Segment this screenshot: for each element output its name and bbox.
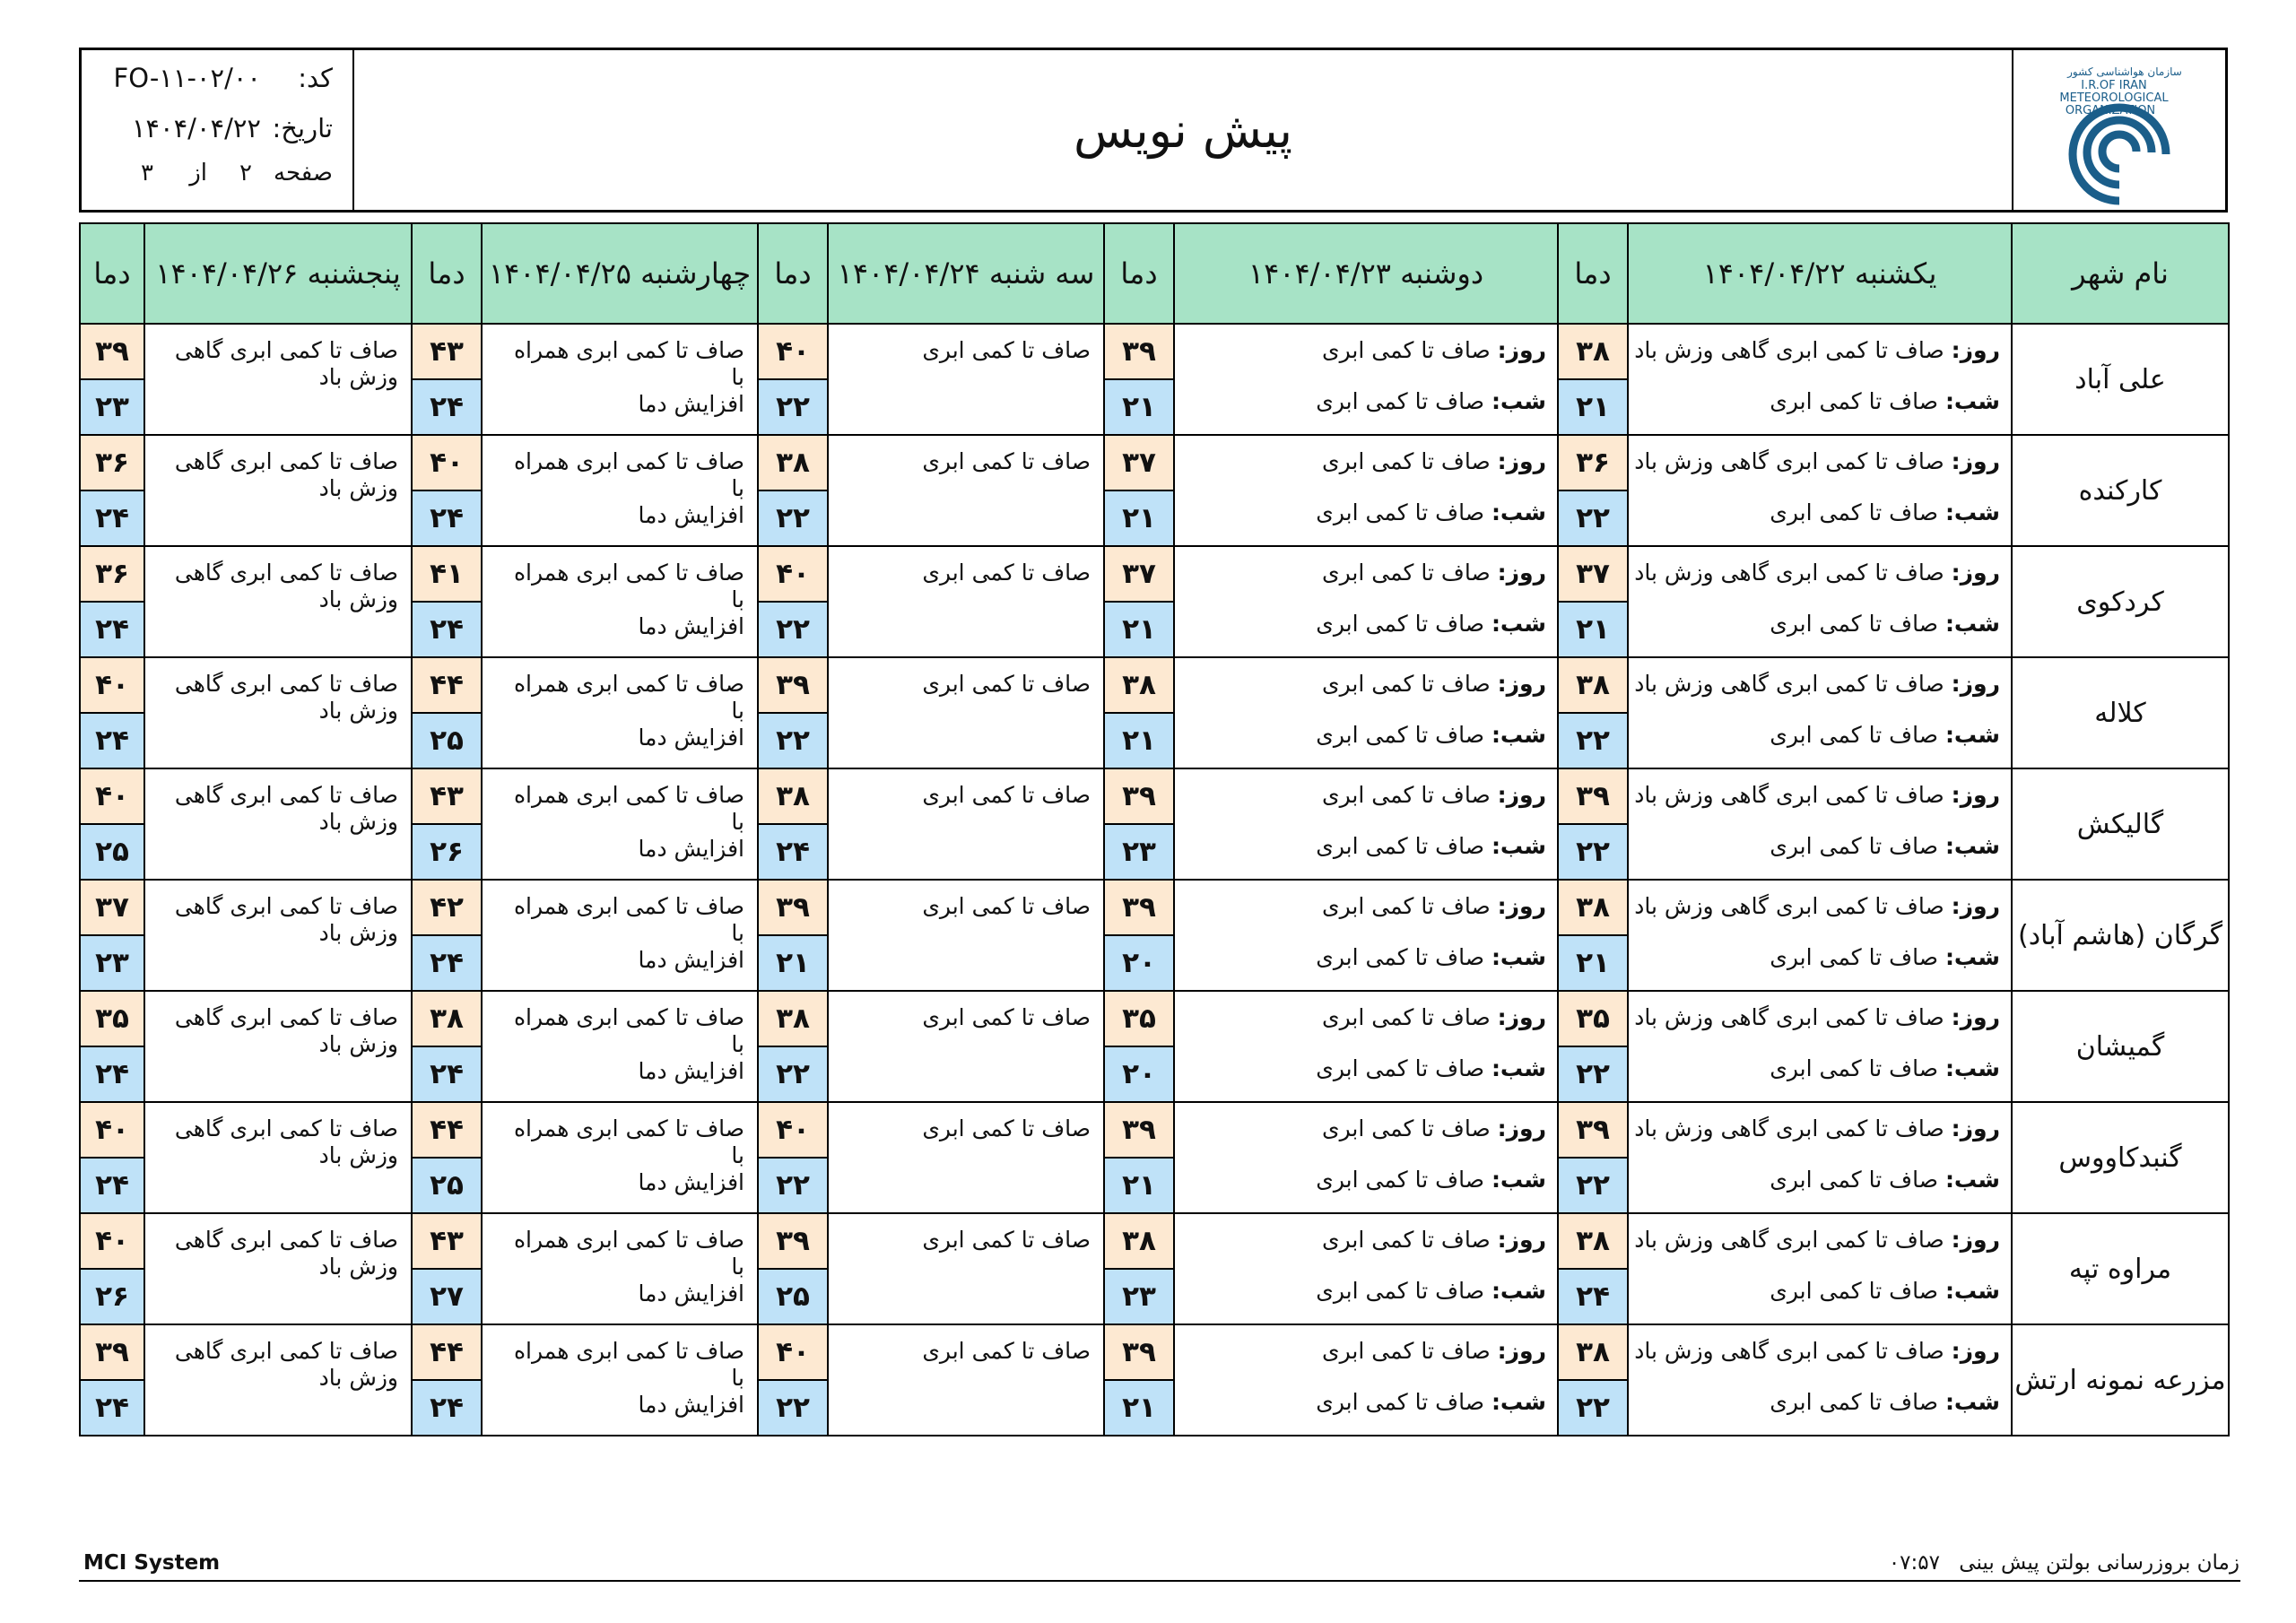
day3-max-temp: ۳۸ xyxy=(758,991,828,1046)
day5-max-temp: ۳۹ xyxy=(80,1324,144,1380)
day2-min-temp: ۲۱ xyxy=(1104,713,1174,768)
day2-max-temp: ۳۷ xyxy=(1104,435,1174,490)
day3-min-temp: ۲۲ xyxy=(758,602,828,657)
day5-description: صاف تا کمی ابری گاهی وزش باد xyxy=(144,657,412,768)
day2-description: روز: صاف تا کمی ابری شب: صاف تا کمی ابری xyxy=(1174,546,1558,657)
meteorological-organization-logo-icon xyxy=(2013,50,2227,210)
day3-min-temp: ۲۲ xyxy=(758,490,828,546)
day4-description: صاف تا کمی ابری همراه با افزایش دما xyxy=(482,1324,758,1436)
day5-min-temp: ۲۳ xyxy=(80,935,144,991)
day5-min-temp: ۲۴ xyxy=(80,1158,144,1213)
day5-max-temp: ۳۷ xyxy=(80,880,144,935)
day2-max-temp: ۳۸ xyxy=(1104,657,1174,713)
day1-min-temp: ۲۲ xyxy=(1558,1158,1628,1213)
day2-min-temp: ۲۱ xyxy=(1104,1158,1174,1213)
day2-max-temp: ۳۷ xyxy=(1104,546,1174,602)
day3-min-temp: ۲۴ xyxy=(758,824,828,880)
page-of-label: از xyxy=(189,160,207,187)
day4-min-temp: ۲۴ xyxy=(412,1046,482,1102)
column-header-temp: دما xyxy=(80,223,144,324)
column-header-day3: سه شنبه ۱۴۰۴/۰۴/۲۴ xyxy=(828,223,1104,324)
day4-min-temp: ۲۵ xyxy=(412,1158,482,1213)
day1-max-temp: ۳۸ xyxy=(1558,657,1628,713)
date-label: تاریخ: xyxy=(272,113,333,143)
day4-min-temp: ۲۶ xyxy=(412,824,482,880)
column-header-day5: پنجشنبه ۱۴۰۴/۰۴/۲۶ xyxy=(144,223,412,324)
table-row xyxy=(80,546,2229,602)
day1-max-temp: ۳۹ xyxy=(1558,768,1628,824)
column-header-day1: یکشنبه ۱۴۰۴/۰۴/۲۲ xyxy=(1628,223,2012,324)
column-header-day4: چهارشنبه ۱۴۰۴/۰۴/۲۵ xyxy=(482,223,758,324)
day1-description: روز: صاف تا کمی ابری گاهی وزش باد شب: صاف تا کمی ابری xyxy=(1628,1324,2012,1436)
day3-min-temp: ۲۲ xyxy=(758,1158,828,1213)
day4-description: صاف تا کمی ابری همراه با افزایش دما xyxy=(482,1102,758,1213)
day2-max-temp: ۳۹ xyxy=(1104,880,1174,935)
city-name: کردکوی xyxy=(2012,546,2229,657)
update-time-line xyxy=(1345,1551,2239,1575)
forecast-table xyxy=(79,222,2230,1436)
day2-description: روز: صاف تا کمی ابری شب: صاف تا کمی ابری xyxy=(1174,657,1558,768)
day1-max-temp: ۳۶ xyxy=(1558,435,1628,490)
day5-max-temp: ۴۰ xyxy=(80,768,144,824)
table-header-row xyxy=(80,223,2229,324)
day1-description: روز: صاف تا کمی ابری گاهی وزش باد شب: صاف تا کمی ابری xyxy=(1628,1102,2012,1213)
day5-description: صاف تا کمی ابری گاهی وزش باد xyxy=(144,880,412,991)
day5-max-temp: ۴۰ xyxy=(80,1102,144,1158)
day1-max-temp: ۳۸ xyxy=(1558,1213,1628,1269)
footer-divider xyxy=(79,1580,2240,1582)
day5-max-temp: ۳۶ xyxy=(80,546,144,602)
day1-description: روز: صاف تا کمی ابری گاهی وزش باد شب: صاف تا کمی ابری xyxy=(1628,880,2012,991)
day2-max-temp: ۳۵ xyxy=(1104,991,1174,1046)
day3-description: صاف تا کمی ابری xyxy=(828,435,1104,546)
city-name: گنبدکاووس xyxy=(2012,1102,2229,1213)
day3-description: صاف تا کمی ابری xyxy=(828,1324,1104,1436)
day3-max-temp: ۴۰ xyxy=(758,1324,828,1380)
day4-min-temp: ۲۴ xyxy=(412,490,482,546)
day4-max-temp: ۴۰ xyxy=(412,435,482,490)
day4-max-temp: ۴۴ xyxy=(412,1102,482,1158)
day2-max-temp: ۳۸ xyxy=(1104,1213,1174,1269)
day1-max-temp: ۳۷ xyxy=(1558,546,1628,602)
city-name: گالیکش xyxy=(2012,768,2229,880)
day2-min-temp: ۲۱ xyxy=(1104,602,1174,657)
day1-description: روز: صاف تا کمی ابری گاهی وزش باد شب: صاف تا کمی ابری xyxy=(1628,1213,2012,1324)
day3-max-temp: ۳۸ xyxy=(758,435,828,490)
day3-min-temp: ۲۲ xyxy=(758,379,828,435)
column-header-city: نام شهر xyxy=(2012,223,2229,324)
day4-description: صاف تا کمی ابری همراه با افزایش دما xyxy=(482,768,758,880)
day3-description: صاف تا کمی ابری xyxy=(828,768,1104,880)
day3-min-temp: ۲۱ xyxy=(758,935,828,991)
day3-min-temp: ۲۲ xyxy=(758,713,828,768)
day3-description: صاف تا کمی ابری xyxy=(828,546,1104,657)
column-header-temp: دما xyxy=(758,223,828,324)
day5-description: صاف تا کمی ابری گاهی وزش باد xyxy=(144,1213,412,1324)
table-row xyxy=(80,991,2229,1046)
update-time-label: زمان بروزرسانی بولتن پیش بینی xyxy=(1959,1551,2239,1575)
day4-min-temp: ۲۴ xyxy=(412,602,482,657)
document-header xyxy=(79,48,2228,213)
day3-description: صاف تا کمی ابری xyxy=(828,1213,1104,1324)
city-name: علی آباد xyxy=(2012,324,2229,435)
code-label: کد: xyxy=(298,63,333,93)
day1-description: روز: صاف تا کمی ابری گاهی وزش باد شب: صاف تا کمی ابری xyxy=(1628,435,2012,546)
day5-description: صاف تا کمی ابری گاهی وزش باد xyxy=(144,1102,412,1213)
day1-max-temp: ۳۸ xyxy=(1558,1324,1628,1380)
day4-max-temp: ۳۸ xyxy=(412,991,482,1046)
day2-max-temp: ۳۹ xyxy=(1104,324,1174,379)
day1-min-temp: ۲۱ xyxy=(1558,379,1628,435)
table-row xyxy=(80,657,2229,713)
day5-description: صاف تا کمی ابری گاهی وزش باد xyxy=(144,435,412,546)
city-name: گمیشان xyxy=(2012,991,2229,1102)
day2-max-temp: ۳۹ xyxy=(1104,1324,1174,1380)
day5-max-temp: ۳۹ xyxy=(80,324,144,379)
table-row xyxy=(80,324,2229,379)
day3-max-temp: ۳۹ xyxy=(758,1213,828,1269)
day2-min-temp: ۲۱ xyxy=(1104,379,1174,435)
day1-description: روز: صاف تا کمی ابری گاهی وزش باد شب: صاف تا کمی ابری xyxy=(1628,657,2012,768)
day5-description: صاف تا کمی ابری گاهی وزش باد xyxy=(144,1324,412,1436)
date-value: ۱۴۰۴/۰۴/۲۲ xyxy=(131,113,261,143)
day4-min-temp: ۲۷ xyxy=(412,1269,482,1324)
day4-min-temp: ۲۵ xyxy=(412,713,482,768)
table-row xyxy=(80,1102,2229,1158)
code-value: FO-۱۱-۰۲/۰۰ xyxy=(113,63,261,93)
update-time-value: ۰۷:۵۷ xyxy=(1888,1551,1940,1575)
day3-min-temp: ۲۲ xyxy=(758,1380,828,1436)
day2-min-temp: ۲۳ xyxy=(1104,824,1174,880)
logo-text-en-1: I.R.OF IRAN xyxy=(2081,79,2147,92)
day5-description: صاف تا کمی ابری گاهی وزش باد xyxy=(144,768,412,880)
city-name: کلاله xyxy=(2012,657,2229,768)
day2-min-temp: ۲۱ xyxy=(1104,1380,1174,1436)
logo-text-en-3: ORGANIZATION xyxy=(2065,104,2156,117)
day2-description: روز: صاف تا کمی ابری شب: صاف تا کمی ابری xyxy=(1174,1102,1558,1213)
table-row xyxy=(80,1213,2229,1269)
day1-min-temp: ۲۱ xyxy=(1558,935,1628,991)
day4-max-temp: ۴۳ xyxy=(412,324,482,379)
day2-min-temp: ۲۰ xyxy=(1104,1046,1174,1102)
day2-description: روز: صاف تا کمی ابری شب: صاف تا کمی ابری xyxy=(1174,324,1558,435)
day2-description: روز: صاف تا کمی ابری شب: صاف تا کمی ابری xyxy=(1174,991,1558,1102)
day2-max-temp: ۳۹ xyxy=(1104,1102,1174,1158)
day1-description: روز: صاف تا کمی ابری گاهی وزش باد شب: صاف تا کمی ابری xyxy=(1628,991,2012,1102)
day2-min-temp: ۲۱ xyxy=(1104,490,1174,546)
day5-min-temp: ۲۴ xyxy=(80,1380,144,1436)
day2-description: روز: صاف تا کمی ابری شب: صاف تا کمی ابری xyxy=(1174,435,1558,546)
day4-max-temp: ۴۱ xyxy=(412,546,482,602)
column-header-temp: دما xyxy=(412,223,482,324)
city-name: مزرعه نمونه ارتش xyxy=(2012,1324,2229,1436)
table-row xyxy=(80,1324,2229,1380)
column-header-temp: دما xyxy=(1104,223,1174,324)
document-title: پیش نویس xyxy=(1073,101,1293,159)
day5-description: صاف تا کمی ابری گاهی وزش باد xyxy=(144,991,412,1102)
page-label: صفحه xyxy=(274,160,333,187)
day1-min-temp: ۲۲ xyxy=(1558,713,1628,768)
day2-description: روز: صاف تا کمی ابری شب: صاف تا کمی ابری xyxy=(1174,1213,1558,1324)
day1-min-temp: ۲۲ xyxy=(1558,824,1628,880)
day4-max-temp: ۴۳ xyxy=(412,1213,482,1269)
day5-max-temp: ۴۰ xyxy=(80,657,144,713)
day4-max-temp: ۴۳ xyxy=(412,768,482,824)
day2-min-temp: ۲۰ xyxy=(1104,935,1174,991)
organization-logo xyxy=(2012,50,2225,210)
day5-max-temp: ۴۰ xyxy=(80,1213,144,1269)
day1-description: روز: صاف تا کمی ابری گاهی وزش باد شب: صاف تا کمی ابری xyxy=(1628,768,2012,880)
day4-description: صاف تا کمی ابری همراه با افزایش دما xyxy=(482,546,758,657)
day5-description: صاف تا کمی ابری گاهی وزش باد xyxy=(144,546,412,657)
day4-max-temp: ۴۲ xyxy=(412,880,482,935)
logo-text-fa: سازمان هواشناسی کشور xyxy=(2067,65,2182,78)
day3-min-temp: ۲۲ xyxy=(758,1046,828,1102)
day4-min-temp: ۲۴ xyxy=(412,379,482,435)
day3-description: صاف تا کمی ابری xyxy=(828,1102,1104,1213)
day4-max-temp: ۴۴ xyxy=(412,1324,482,1380)
day1-max-temp: ۳۹ xyxy=(1558,1102,1628,1158)
day3-max-temp: ۳۸ xyxy=(758,768,828,824)
day3-description: صاف تا کمی ابری xyxy=(828,880,1104,991)
day3-max-temp: ۴۰ xyxy=(758,546,828,602)
day1-min-temp: ۲۲ xyxy=(1558,490,1628,546)
day3-max-temp: ۳۹ xyxy=(758,880,828,935)
page-total: ۳ xyxy=(141,160,153,187)
column-header-temp: دما xyxy=(1558,223,1628,324)
day5-min-temp: ۲۳ xyxy=(80,379,144,435)
day3-description: صاف تا کمی ابری xyxy=(828,324,1104,435)
table-row xyxy=(80,880,2229,935)
day3-max-temp: ۳۹ xyxy=(758,657,828,713)
day2-max-temp: ۳۹ xyxy=(1104,768,1174,824)
day2-description: روز: صاف تا کمی ابری شب: صاف تا کمی ابری xyxy=(1174,1324,1558,1436)
day2-min-temp: ۲۳ xyxy=(1104,1269,1174,1324)
day4-max-temp: ۴۴ xyxy=(412,657,482,713)
day2-description: روز: صاف تا کمی ابری شب: صاف تا کمی ابری xyxy=(1174,880,1558,991)
day4-min-temp: ۲۴ xyxy=(412,935,482,991)
day4-description: صاف تا کمی ابری همراه با افزایش دما xyxy=(482,324,758,435)
day3-min-temp: ۲۵ xyxy=(758,1269,828,1324)
city-name: گرگان (هاشم آباد) xyxy=(2012,880,2229,991)
system-name: MCI System xyxy=(83,1551,221,1575)
day1-description: روز: صاف تا کمی ابری گاهی وزش باد شب: صاف تا کمی ابری xyxy=(1628,546,2012,657)
day1-max-temp: ۳۸ xyxy=(1558,880,1628,935)
day4-min-temp: ۲۴ xyxy=(412,1380,482,1436)
day4-description: صاف تا کمی ابری همراه با افزایش دما xyxy=(482,880,758,991)
day1-max-temp: ۳۸ xyxy=(1558,324,1628,379)
day4-description: صاف تا کمی ابری همراه با افزایش دما xyxy=(482,657,758,768)
day1-min-temp: ۲۲ xyxy=(1558,1046,1628,1102)
day3-description: صاف تا کمی ابری xyxy=(828,657,1104,768)
day5-min-temp: ۲۶ xyxy=(80,1269,144,1324)
table-row xyxy=(80,768,2229,824)
table-row xyxy=(80,435,2229,490)
day1-min-temp: ۲۲ xyxy=(1558,1380,1628,1436)
day5-min-temp: ۲۴ xyxy=(80,1046,144,1102)
city-name: کارکنده xyxy=(2012,435,2229,546)
column-header-day2: دوشنبه ۱۴۰۴/۰۴/۲۳ xyxy=(1174,223,1558,324)
day5-min-temp: ۲۴ xyxy=(80,490,144,546)
day4-description: صاف تا کمی ابری همراه با افزایش دما xyxy=(482,991,758,1102)
day5-min-temp: ۲۵ xyxy=(80,824,144,880)
day1-min-temp: ۲۱ xyxy=(1558,602,1628,657)
day1-min-temp: ۲۴ xyxy=(1558,1269,1628,1324)
day1-description: روز: صاف تا کمی ابری گاهی وزش باد شب: صاف تا کمی ابری xyxy=(1628,324,2012,435)
day5-max-temp: ۳۶ xyxy=(80,435,144,490)
day3-max-temp: ۴۰ xyxy=(758,324,828,379)
day5-min-temp: ۲۴ xyxy=(80,713,144,768)
day4-description: صاف تا کمی ابری همراه با افزایش دما xyxy=(482,1213,758,1324)
logo-text-en-2: METEOROLOGICAL xyxy=(2059,91,2169,105)
day5-description: صاف تا کمی ابری گاهی وزش باد xyxy=(144,324,412,435)
day1-max-temp: ۳۵ xyxy=(1558,991,1628,1046)
city-name: مراوه تپه xyxy=(2012,1213,2229,1324)
day5-min-temp: ۲۴ xyxy=(80,602,144,657)
day2-description: روز: صاف تا کمی ابری شب: صاف تا کمی ابری xyxy=(1174,768,1558,880)
day5-max-temp: ۳۵ xyxy=(80,991,144,1046)
document-meta xyxy=(82,50,354,210)
day3-max-temp: ۴۰ xyxy=(758,1102,828,1158)
page-number: ۲ xyxy=(239,160,252,187)
day3-description: صاف تا کمی ابری xyxy=(828,991,1104,1102)
day4-description: صاف تا کمی ابری همراه با افزایش دما xyxy=(482,435,758,546)
